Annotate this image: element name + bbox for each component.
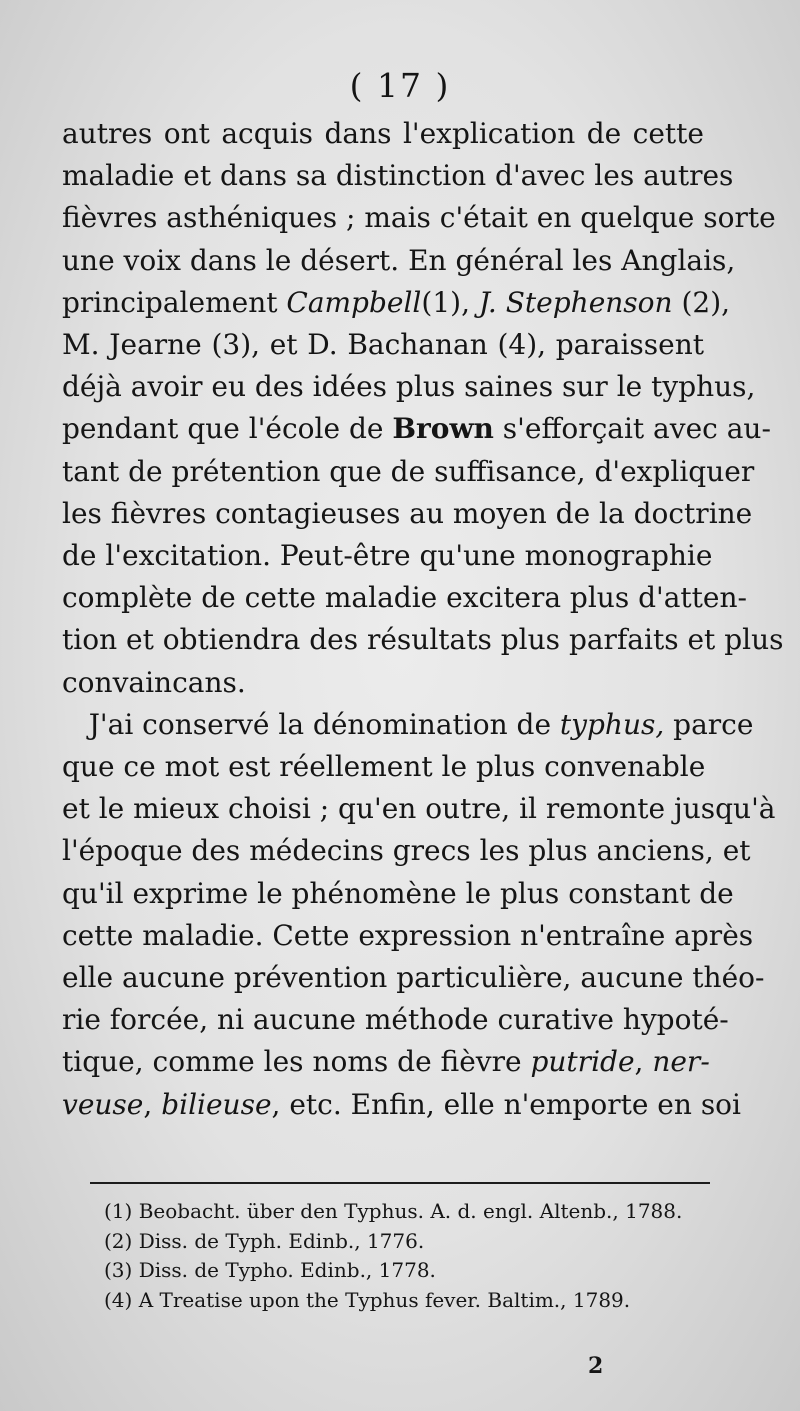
text-line: une voix dans le désert. En général les Anglais, — [62, 243, 736, 277]
term-nerveuse-end: veuse — [62, 1087, 144, 1121]
footnote-divider — [90, 1182, 710, 1184]
text-line: convaincans. — [62, 665, 246, 699]
author-name-stephenson: J. Stephenson — [478, 285, 673, 319]
term-typhus: typhus, — [559, 707, 665, 741]
footnote-ref: (2), — [672, 285, 731, 319]
text-line: que ce mot est réellement le plus convenable — [62, 750, 706, 784]
footnote-ref: (1) — [421, 285, 462, 319]
text-line — [62, 282, 731, 324]
footnote: (4) A Treatise upon the Typhus fever. Baltim., 1789. — [104, 1287, 631, 1312]
footnote: (2) Diss. de Typh. Edinb., 1776. — [104, 1228, 425, 1253]
text-line: rie forcée, ni aucune méthode curative hypoté- — [62, 1003, 729, 1037]
author-name-brown: Brown — [392, 412, 494, 446]
text-line: cette maladie. Cette expression n'entraîne après — [62, 918, 754, 952]
text-fragment: , etc. Enfin, elle n'emporte en soi — [271, 1087, 741, 1121]
text-line: les fièvres contagieuses au moyen de la doctrine — [62, 496, 753, 530]
text-fragment: pendant que l'école de — [62, 412, 393, 446]
term-putride: putride — [530, 1045, 635, 1079]
text-line: tant de prétention que de suffisance, d'expliquer — [62, 454, 755, 488]
text-line: déjà avoir eu des idées plus saines sur le typhus, — [62, 370, 756, 404]
text-fragment: J'ai conservé la dénomination de — [88, 707, 560, 741]
text-line: et le mieux choisi ; qu'en outre, il remonte jusqu'à — [62, 792, 776, 826]
text-line: qu'il exprime le phénomène le plus constant de — [62, 876, 734, 910]
paragraph-start-line — [62, 704, 754, 746]
text-line: fièvres asthéniques ; mais c'était en quelque sorte — [62, 201, 776, 235]
text-line: elle aucune prévention particulière, aucune théo- — [62, 961, 765, 995]
footnote: (1) Beobacht. über den Typhus. A. d. engl. Altenb., 1788. — [104, 1199, 683, 1223]
text-fragment: principalement — [62, 285, 287, 319]
body-text — [62, 113, 784, 1126]
text-fragment: , — [634, 1045, 653, 1079]
text-line: complète de cette maladie excitera plus d'atten- — [62, 581, 747, 615]
text-fragment: tique, comme les noms de fièvre — [62, 1045, 531, 1079]
footnotes — [104, 1197, 724, 1315]
text-line: M. Jearne (3), et D. Bachanan (4), paraissent — [62, 328, 704, 362]
text-line: de l'excitation. Peut-être qu'une monographie — [62, 539, 713, 573]
text-line — [62, 408, 771, 450]
text-fragment: s'efforçait avec au- — [493, 412, 771, 446]
text-fragment: , — [461, 285, 479, 319]
text-line: l'époque des médecins grecs les plus anciens, et — [62, 834, 751, 868]
text-line: autres ont acquis dans l'explication de cette — [62, 117, 704, 150]
text-fragment: parce — [664, 707, 754, 741]
page-number: ( 17 ) — [349, 66, 451, 105]
footnote: (3) Diss. de Typho. Edinb., 1778. — [104, 1258, 436, 1282]
text-line — [62, 1084, 741, 1126]
text-line — [62, 1041, 710, 1083]
term-bilieuse: bilieuse — [161, 1087, 272, 1121]
text-line: maladie et dans sa distinction d'avec les autres — [62, 159, 734, 193]
author-name-campbell: Campbell — [286, 285, 422, 319]
text-line: tion et obtiendra des résultats plus parfaits et plus — [62, 623, 784, 657]
term-nerveuse-part: ner- — [652, 1045, 710, 1079]
signature-mark: 2 — [588, 1353, 604, 1379]
text-fragment: , — [143, 1087, 162, 1121]
